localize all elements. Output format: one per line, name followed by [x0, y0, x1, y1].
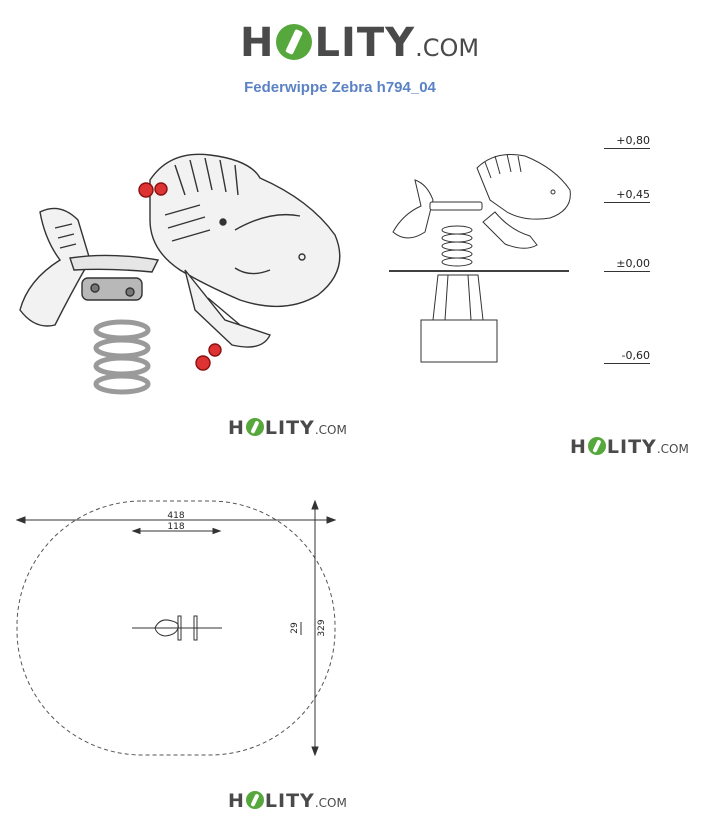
elevation-label-foundation: -0,60: [604, 349, 650, 364]
dim-width-outer: 418: [167, 511, 185, 521]
product-title: Federwippe Zebra h794_04: [244, 79, 436, 96]
logo-o-icon: [276, 24, 312, 60]
logo-o-icon: [588, 437, 606, 455]
logo-o-icon: [246, 418, 264, 436]
holity-logo-small-1: H LITY .COM: [228, 417, 347, 439]
holity-logo-main: H LITY .COM: [240, 20, 480, 66]
holity-logo-small-3: H LITY .COM: [228, 790, 347, 812]
dim-depth-inner: 29: [290, 622, 300, 634]
zebra-3d-illustration: [0, 120, 360, 410]
dim-depth-outer: 329: [317, 619, 327, 637]
elevation-label-seat: +0,45: [604, 188, 650, 203]
plan-view-drawing: [10, 495, 350, 765]
dim-width-inner: 118: [167, 522, 185, 532]
holity-logo-small-2: H LITY .COM: [570, 436, 689, 458]
elevation-label-ground: ±0,00: [604, 257, 650, 272]
logo-o-icon: [246, 791, 264, 809]
side-elevation-drawing: [385, 140, 585, 375]
elevation-label-top: +0,80: [604, 134, 650, 149]
